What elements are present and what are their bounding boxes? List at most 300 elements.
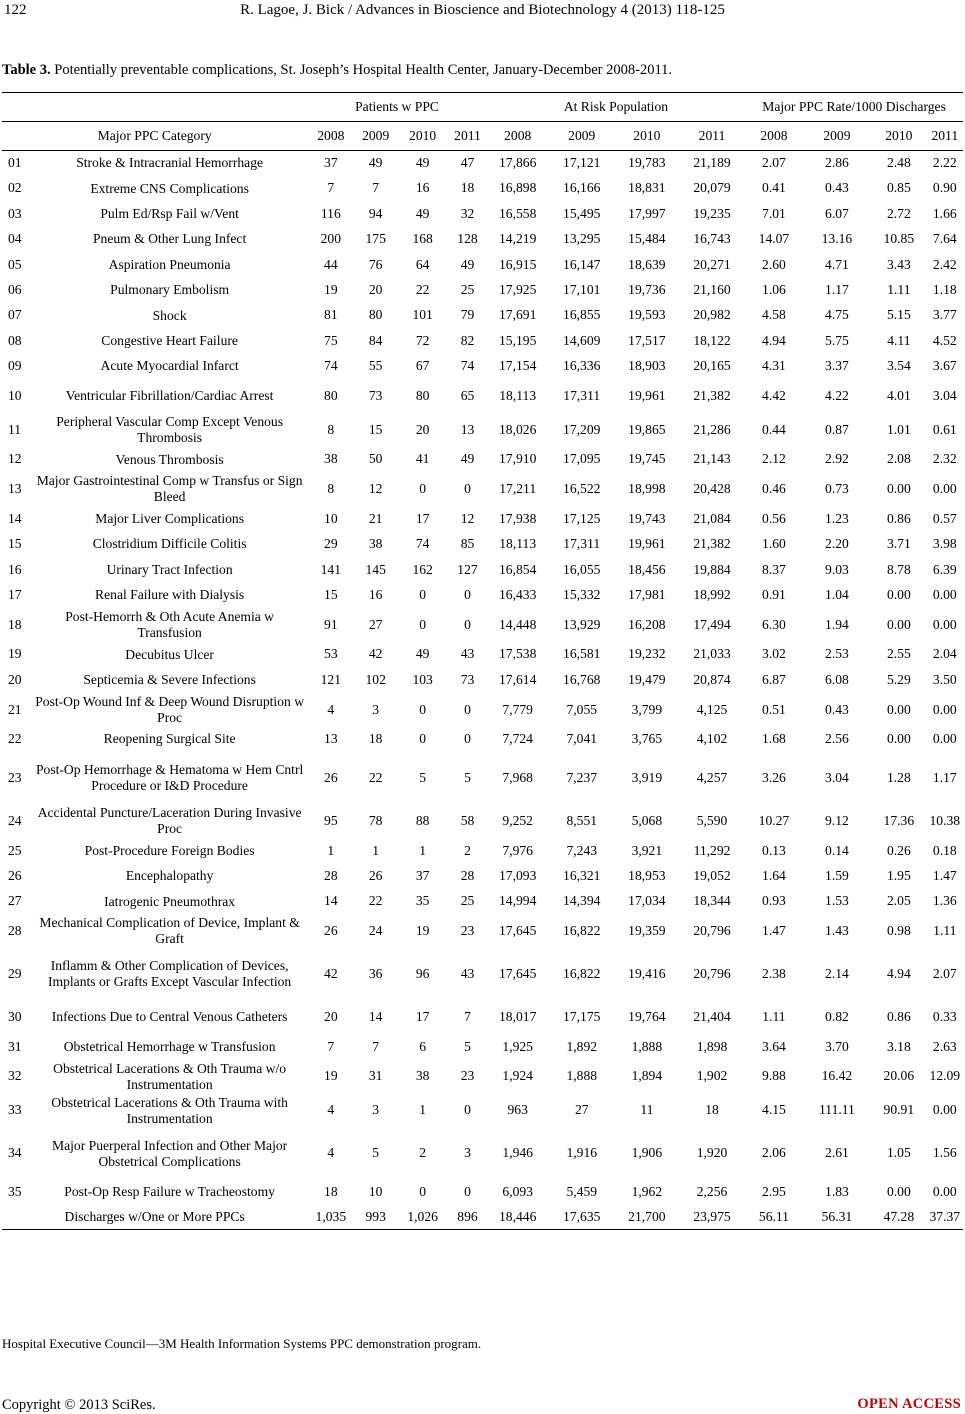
value-cell: 14,394 [563,893,601,909]
row-number: 30 [8,1009,22,1025]
value-cell: 4.71 [825,256,849,272]
value-cell: 0.44 [762,421,786,437]
category-cell: Inflamm & Other Complication of Devices, Implants or Grafts Except Vascular Infection [48,958,292,990]
table-footnote: Hospital Executive Council—3M Health Information Systems PPC demonstration program. [2,1336,482,1351]
value-cell: 91 [324,616,338,632]
value-cell: 1.83 [825,1184,849,1200]
value-cell: 26 [324,769,338,785]
value-cell: 20,165 [693,358,731,374]
value-cell: 17,517 [628,332,666,348]
value-cell: 79 [460,307,475,323]
value-cell: 19,359 [628,923,666,939]
table-row [2,889,963,914]
value-cell: 31 [368,1068,383,1084]
value-cell: 0 [464,587,471,603]
value-cell: 2.92 [825,451,849,467]
value-cell: 5.15 [886,307,911,323]
value-cell: 17,538 [499,646,537,662]
value-cell: 26 [324,923,338,939]
table-row [2,557,963,582]
row-number: 35 [8,1184,22,1200]
value-cell: 0.18 [932,842,957,858]
row-number: 31 [8,1038,22,1054]
value-cell: 15,332 [563,587,601,603]
value-cell: 1 [327,842,335,858]
value-cell: 19,235 [693,205,731,221]
value-cell: 1 [419,842,427,858]
value-cell: 17,645 [499,966,537,982]
value-cell: 4,125 [696,701,728,717]
total-value-cell: 47.28 [871,1205,927,1229]
value-cell: 75 [324,332,338,348]
value-cell: 6.30 [762,616,786,632]
value-cell: 16,898 [499,180,537,196]
row-number: 29 [8,966,22,982]
copyright: Copyright © 2013 SciRes. [2,1397,156,1413]
row-number: 06 [8,281,22,297]
value-cell: 58 [460,812,475,828]
category-cell: Stroke & Intracranial Hemorrhage [76,155,264,171]
value-cell: 0.73 [825,481,849,497]
value-cell: 0.61 [932,421,957,437]
value-cell: 21 [368,510,383,526]
year-header: 2010 [871,122,927,151]
value-cell: 3.67 [932,358,957,374]
value-cell: 1.66 [932,205,957,221]
value-cell: 963 [507,1102,528,1118]
value-cell: 14,219 [499,231,537,247]
value-cell: 0 [419,587,427,603]
value-cell: 19,479 [628,671,666,687]
category-cell: Obstetrical Lacerations & Oth Trauma with Instrumentation [51,1094,288,1126]
value-cell: 21,189 [693,155,731,171]
value-cell: 16,336 [563,358,601,374]
value-cell: 19,745 [628,451,666,467]
value-cell: 19,961 [628,536,666,552]
value-cell: 64 [415,256,430,272]
value-cell: 2.53 [825,646,849,662]
year-header: 2009 [803,122,871,151]
value-cell: 78 [368,812,383,828]
total-value-cell: 18,446 [487,1205,549,1229]
value-cell: 44 [324,256,338,272]
year-header: 2009 [549,122,615,151]
row-number: 08 [8,332,22,348]
value-cell: 19,783 [628,155,666,171]
value-cell: 2 [464,842,471,858]
value-cell: 9.12 [825,812,849,828]
row-number: 15 [8,536,22,552]
value-cell: 2.14 [825,966,849,982]
value-cell: 7,243 [566,842,598,858]
value-cell: 16 [415,180,430,196]
category-cell: Major Gastrointestinal Comp w Transfus or Sign Bleed [36,473,303,505]
value-cell: 1.17 [825,281,849,297]
value-cell: 128 [457,231,478,247]
value-cell: 6 [419,1038,427,1054]
year-header: 2010 [397,122,448,151]
value-cell: 19 [415,923,430,939]
value-cell: 37 [415,867,430,883]
value-cell: 141 [320,561,342,577]
row-number: 22 [8,731,22,747]
value-cell: 19,865 [628,421,666,437]
row-number: 01 [8,155,22,171]
value-cell: 18,953 [628,867,666,883]
value-cell: 20,796 [693,966,731,982]
category-cell: Ventricular Fibrillation/Cardiac Arrest [65,388,274,404]
value-cell: 2.56 [825,731,849,747]
value-cell: 3.64 [762,1038,786,1054]
value-cell: 1.11 [933,923,957,939]
value-cell: 16,321 [563,867,601,883]
value-cell: 21,084 [693,510,731,526]
value-cell: 15,495 [563,205,601,221]
value-cell: 0.00 [932,616,957,632]
value-cell: 1.64 [762,867,786,883]
value-cell: 7,237 [566,769,598,785]
category-cell: Post-Procedure Foreign Bodies [84,842,255,858]
value-cell: 1.60 [762,536,786,552]
value-cell: 1.47 [762,923,786,939]
value-cell: 2,256 [696,1184,728,1200]
table-row [2,252,963,277]
value-cell: 16,822 [563,966,601,982]
category-cell: Pneum & Other Lung Infect [92,231,247,247]
value-cell: 2.08 [886,451,911,467]
total-label: Discharges w/One or More PPCs [2,1205,307,1229]
value-cell: 1.04 [825,587,849,603]
row-number: 19 [8,646,22,662]
value-cell: 17,125 [563,510,601,526]
row-number: 12 [8,451,22,467]
value-cell: 17,034 [628,893,666,909]
year-header: 2008 [487,122,549,151]
value-cell: 14 [368,1009,383,1025]
value-cell: 7 [327,1038,335,1054]
value-cell: 27 [574,1102,589,1118]
value-cell: 17,997 [628,205,666,221]
value-cell: 0 [464,1102,471,1118]
table-row [2,1060,963,1094]
value-cell: 18 [324,1184,338,1200]
value-cell: 8.78 [886,561,911,577]
value-cell: 7,041 [566,731,598,747]
value-cell: 32 [460,205,475,221]
value-cell: 10.27 [758,812,790,828]
total-value-cell: 23,975 [679,1205,745,1229]
value-cell: 4 [327,1102,335,1118]
value-cell: 0.82 [825,1009,849,1025]
value-cell: 3.02 [762,646,786,662]
value-cell: 21,382 [693,536,731,552]
value-cell: 3.37 [825,358,849,374]
value-cell: 22 [368,893,383,909]
value-cell: 18,456 [628,561,666,577]
value-cell: 16,208 [628,616,666,632]
value-cell: 2.32 [932,451,957,467]
value-cell: 18,998 [628,481,666,497]
value-cell: 19,884 [693,561,731,577]
category-cell: Septicemia & Severe Infections [83,672,256,688]
total-value-cell: 17,635 [549,1205,615,1229]
value-cell: 5,068 [631,812,663,828]
value-cell: 1.43 [825,923,849,939]
open-access-label: OPEN ACCESS [857,1396,961,1412]
category-cell: Major Liver Complications [95,511,244,527]
value-cell: 15 [324,587,338,603]
year-header: 2008 [745,122,803,151]
value-cell: 14 [324,893,338,909]
value-cell: 4.01 [886,387,911,403]
value-cell: 2.95 [762,1184,786,1200]
value-cell: 17 [415,1009,430,1025]
value-cell: 200 [320,231,342,247]
table-row [2,642,963,667]
row-number: 34 [8,1145,22,1161]
value-cell: 19 [324,281,338,297]
value-cell: 84 [368,332,383,348]
value-cell: 4 [327,1145,335,1161]
value-cell: 1.53 [825,893,849,909]
group-header-at-risk: At Risk Population [487,93,745,122]
row-number: 27 [8,893,22,909]
value-cell: 5 [372,1145,380,1161]
value-cell: 20 [415,421,430,437]
value-cell: 95 [324,812,338,828]
value-cell: 0.00 [932,701,957,717]
value-cell: 0 [419,481,427,497]
value-cell: 21,404 [693,1009,731,1025]
value-cell: 17,311 [563,536,601,552]
total-value-cell: 56.31 [803,1205,871,1229]
value-cell: 16,522 [563,481,601,497]
value-cell: 67 [415,358,430,374]
value-cell: 5,459 [566,1184,598,1200]
table-row [2,201,963,226]
value-cell: 53 [324,646,338,662]
value-cell: 1.94 [825,616,849,632]
value-cell: 1,892 [566,1038,598,1054]
group-header-rate: Major PPC Rate/1000 Discharges [745,93,963,122]
value-cell: 103 [412,671,433,687]
row-number: 13 [8,481,22,497]
value-cell: 18,017 [499,1009,537,1025]
category-cell: Peripheral Vascular Comp Except Venous Thrombosis [56,414,283,446]
value-cell: 0.13 [762,842,786,858]
value-cell: 74 [324,358,338,374]
value-cell: 0.98 [886,923,911,939]
value-cell: 80 [368,307,383,323]
value-cell: 80 [415,387,430,403]
value-cell: 2.48 [886,155,911,171]
value-cell: 9.88 [762,1068,786,1084]
value-cell: 7,055 [566,701,598,717]
value-cell: 96 [415,966,430,982]
table-row [2,752,963,804]
row-number: 07 [8,307,22,323]
value-cell: 16,854 [499,561,537,577]
value-cell: 0.87 [825,421,849,437]
category-cell: Infections Due to Central Venous Catheters [51,1009,288,1025]
value-cell: 1.01 [886,421,911,437]
table-row [2,532,963,557]
value-cell: 0.00 [886,481,911,497]
value-cell: 21,286 [693,421,731,437]
value-cell: 11 [640,1102,654,1118]
total-row [2,1205,963,1229]
category-cell: Major Puerperal Infection and Other Major Obstetrical Complications [52,1137,288,1169]
category-cell: Obstetrical Hemorrhage w Transfusion [63,1039,276,1054]
value-cell: 4.31 [762,358,786,374]
value-cell: 21,382 [693,387,731,403]
value-cell: 74 [460,358,475,374]
category-cell: Aspiration Pneumonia [108,256,231,272]
value-cell: 0.00 [932,1184,957,1200]
value-cell: 65 [460,387,475,403]
value-cell: 21,160 [693,281,731,297]
value-cell: 2.61 [825,1145,849,1161]
value-cell: 1,902 [696,1068,728,1084]
category-cell: Urinary Tract Infection [106,561,233,577]
value-cell: 55 [368,358,383,374]
category-cell: Encephalopathy [125,868,214,884]
table-row [2,472,963,506]
table-row [2,804,963,838]
table-row [2,1094,963,1128]
value-cell: 19,736 [628,281,666,297]
value-cell: 121 [320,671,342,687]
value-cell: 6.87 [762,671,786,687]
row-number: 18 [8,616,22,632]
value-cell: 0.90 [932,180,957,196]
category-cell: Mechanical Complication of Device, Implant & Graft [39,915,300,947]
value-cell: 19,961 [628,387,666,403]
row-number: 28 [8,923,22,939]
table-row [2,583,963,608]
table-row [2,608,963,642]
value-cell: 3.26 [762,769,786,785]
table-row [2,727,963,752]
value-cell: 2.55 [886,646,911,662]
value-cell: 15,484 [628,231,666,247]
value-cell: 23 [460,923,475,939]
row-number: 04 [8,231,22,247]
value-cell: 0.14 [825,842,849,858]
value-cell: 0.00 [886,701,911,717]
value-cell: 7.64 [932,231,957,247]
value-cell: 16,743 [693,231,731,247]
value-cell: 0 [419,731,427,747]
table-row [2,303,963,328]
value-cell: 1.11 [887,281,911,297]
value-cell: 3.71 [886,536,911,552]
value-cell: 5 [419,769,427,785]
value-cell: 16,433 [499,587,537,603]
value-cell: 73 [460,671,475,687]
value-cell: 4.94 [886,966,911,982]
table-row [2,1180,963,1205]
value-cell: 16,581 [563,646,601,662]
value-cell: 2.07 [762,155,786,171]
year-header: 2008 [307,122,354,151]
value-cell: 5.75 [825,332,849,348]
category-cell: Iatrogenic Pneumothrax [104,893,236,909]
value-cell: 1,906 [631,1145,663,1161]
row-number: 33 [8,1102,22,1118]
value-cell: 3,919 [631,769,663,785]
value-cell: 17,175 [563,1009,601,1025]
value-cell: 1,898 [696,1038,728,1054]
table-row [2,1000,963,1034]
value-cell: 0.86 [886,1009,911,1025]
value-cell: 1.17 [932,769,957,785]
value-cell: 17,211 [499,481,537,497]
value-cell: 2.42 [932,256,957,272]
value-cell: 4.94 [762,332,786,348]
value-cell: 17,925 [499,281,537,297]
value-cell: 1.95 [886,867,911,883]
value-cell: 18,344 [693,893,731,909]
row-number: 05 [8,256,22,272]
value-cell: 16 [368,587,383,603]
value-cell: 0.43 [825,180,849,196]
value-cell: 0.85 [886,180,911,196]
value-cell: 73 [368,387,383,403]
value-cell: 2.86 [825,155,849,171]
value-cell: 1,920 [696,1145,728,1161]
row-number: 21 [8,701,22,717]
total-value-cell: 993 [354,1205,397,1229]
value-cell: 2.05 [886,893,911,909]
value-cell: 0 [464,1184,471,1200]
group-header-row [2,93,963,122]
value-cell: 19 [324,1068,338,1084]
value-cell: 42 [368,646,383,662]
row-number: 25 [8,842,22,858]
row-number: 09 [8,358,22,374]
category-cell: Congestive Heart Failure [101,332,238,348]
value-cell: 27 [368,616,383,632]
value-cell: 50 [368,451,383,467]
value-cell: 101 [412,307,433,323]
category-cell: Extreme CNS Complications [90,180,249,196]
value-cell: 82 [460,332,475,348]
value-cell: 5 [464,769,471,785]
table-row [2,506,963,531]
value-cell: 3.70 [825,1038,849,1054]
value-cell: 17,614 [499,671,537,687]
value-cell: 1.05 [886,1145,911,1161]
value-cell: 1.68 [762,731,786,747]
value-cell: 0.00 [932,731,957,747]
table-caption-text: Potentially preventable complications, St. Joseph’s Hospital Health Center, January-December 2008-2011. [50,62,673,78]
value-cell: 15,195 [499,332,537,348]
value-cell: 13 [460,421,475,437]
category-cell: Decubitus Ulcer [125,646,214,662]
row-number: 23 [8,769,22,785]
table-row [2,176,963,201]
value-cell: 14.07 [758,231,790,247]
category-cell: Pulmonary Embolism [110,282,230,298]
total-value-cell: 1,026 [397,1205,448,1229]
value-cell: 38 [415,1068,430,1084]
group-header-patients: Patients w PPC [307,93,486,122]
value-cell: 16,915 [499,256,537,272]
value-cell: 26 [368,867,383,883]
row-number: 26 [8,867,22,883]
row-number: 16 [8,561,22,577]
